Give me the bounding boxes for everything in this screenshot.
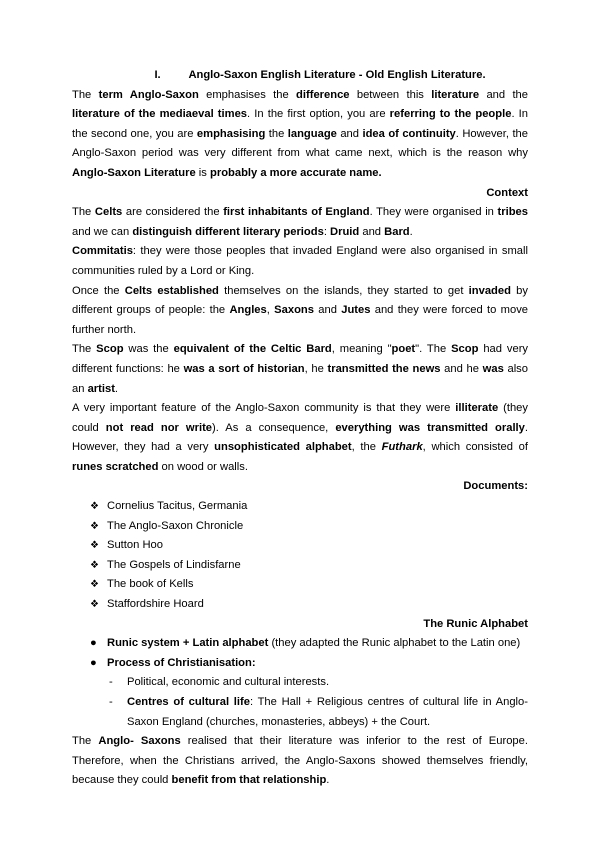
- intro-paragraph: [72, 86, 528, 184]
- document-item: ❖ Cornelius Tacitus, Germania: [90, 497, 528, 517]
- emphasis-text: Jutes: [341, 304, 371, 317]
- documents-heading: Documents:: [463, 480, 528, 493]
- emphasis-text: literature of the mediaeval times: [72, 108, 248, 121]
- text-run: A very important feature of the Anglo-Saxon community is that they were: [72, 402, 456, 415]
- emphasis-text: Celts: [94, 206, 123, 219]
- emphasis-text: runes scratched: [72, 460, 159, 473]
- document-item: ❖ The book of Kells: [90, 575, 528, 595]
- text-run: :: [323, 225, 331, 238]
- emphasis-text: illiterate: [455, 402, 499, 415]
- text-run: realised that their literature was inferior to the rest of Europe. Therefore, when the Christians arrived, the Anglo-Saxons showed themselves friendly, because they could: [72, 735, 528, 787]
- emphasis-text: invaded: [468, 284, 511, 297]
- text-run: was the: [123, 343, 174, 356]
- text-run: emphasises the: [198, 88, 297, 101]
- text-run: ,: [266, 304, 275, 317]
- emphasis-text: Centres of cultural life: [127, 696, 250, 708]
- text-run: , which consisted of: [422, 441, 528, 454]
- emphasis-text: first inhabitants of England: [223, 206, 370, 219]
- text-run: .: [409, 225, 413, 238]
- text-run: : The Hall + Religious centres of cultural life in Anglo-Saxon England (churches, monasteries, abbeys) + the Court.: [127, 696, 528, 728]
- text-run: The: [72, 88, 99, 101]
- text-run: The: [72, 343, 97, 356]
- context-paragraph: [72, 203, 528, 242]
- document-item: ❖ Staffordshire Hoard: [90, 595, 528, 615]
- text-run: : they were those peoples that invaded England were also organised in small communities ruled by a Lord or King.: [72, 245, 528, 277]
- emphasis-text: Anglo- Saxons: [98, 735, 181, 748]
- diamond-cross-icon: ❖: [90, 520, 99, 532]
- text-run: ". The: [415, 343, 452, 356]
- emphasis-text: idea of continuity: [362, 127, 456, 140]
- emphasis-text: was: [482, 362, 504, 375]
- text-run: The: [72, 735, 99, 748]
- text-run: Political, economic and cultural interests.: [127, 676, 330, 689]
- text-run: on wood or walls.: [158, 460, 248, 473]
- text-run: by different groups of people: the: [72, 284, 528, 317]
- emphasis-text: Runic system + Latin alphabet: [107, 637, 269, 650]
- text-run: themselves on the islands, they started to get: [218, 284, 469, 297]
- emphasis-text: literature: [431, 88, 480, 101]
- runic-list: [72, 634, 528, 673]
- closing-paragraph: [72, 732, 528, 791]
- emphasis-text: Scop: [451, 343, 479, 356]
- emphasis-text: equivalent of the Celtic Bard: [173, 343, 332, 356]
- document-item: ❖ The Anglo-Saxon Chronicle: [90, 517, 528, 537]
- emphasis-text: benefit from that relationship: [171, 774, 327, 787]
- emphasis-text: difference: [296, 88, 350, 101]
- dash-icon: -: [109, 676, 113, 689]
- emphasis-text: referring to the people: [389, 108, 512, 121]
- emphasis-text: Anglo-Saxon Literature: [72, 166, 196, 179]
- emphasis-text: was a sort of historian: [183, 362, 305, 375]
- emphasis-text: tribes: [497, 206, 528, 219]
- text-run: . In the second one, you are: [72, 108, 528, 140]
- emphasis-text: Scop: [96, 343, 124, 356]
- diamond-cross-icon: ❖: [90, 540, 99, 552]
- diamond-cross-icon: ❖: [90, 559, 99, 571]
- emphasis-text: Bard: [384, 225, 410, 238]
- text-run: . They were organised in: [369, 206, 498, 219]
- document-page: [72, 66, 528, 791]
- text-run: and: [336, 127, 363, 140]
- context-paragraph: [72, 340, 528, 399]
- emphasis-text: Process of Christianisation:: [107, 656, 256, 669]
- text-run: and they were forced to move further north.: [72, 304, 529, 336]
- text-run: . However, they had a very: [72, 421, 528, 454]
- text-run: The: [72, 206, 95, 219]
- section-number: I.: [154, 69, 161, 81]
- text-run: and: [359, 225, 385, 238]
- text-run: , meaning ": [331, 343, 392, 356]
- emphasis-text: Angles: [229, 304, 267, 317]
- emphasis-text: language: [287, 127, 337, 140]
- emphasis-text: everything was transmitted orally: [335, 421, 525, 434]
- text-run: (they could: [72, 402, 528, 434]
- text-run: . In the first option, you are: [247, 108, 390, 121]
- emphasis-text: probably a more accurate name.: [210, 166, 382, 179]
- text-run: had very different functions: he: [72, 343, 529, 375]
- christianisation-item: [109, 693, 528, 732]
- emphasis-text: distinguish different literary periods: [132, 225, 324, 238]
- text-run: and the: [479, 88, 528, 101]
- text-run: .: [114, 382, 119, 395]
- christianisation-list: [72, 673, 528, 732]
- filled-circle-icon: ●: [90, 637, 97, 650]
- context-paragraph: [72, 282, 528, 341]
- emphasis-text: not read nor write: [105, 421, 213, 434]
- diamond-cross-icon: ❖: [90, 579, 99, 591]
- text-run: are considered the: [122, 206, 224, 219]
- emphasis-text: Saxons: [274, 304, 314, 317]
- text-run: . However, the Anglo-Saxon period was very different from what came next, which is the reason why: [72, 127, 528, 160]
- text-run: and we can: [72, 225, 133, 238]
- text-run: the: [265, 127, 288, 140]
- text-run: (they adapted the Runic alphabet to the Latin one): [268, 637, 521, 650]
- filled-circle-icon: ●: [90, 656, 97, 669]
- document-item: ❖ The Gospels of Lindisfarne: [90, 556, 528, 576]
- text-run: .: [326, 774, 330, 787]
- text-run: and he: [440, 362, 483, 375]
- runic-alphabet-heading: The Runic Alphabet: [423, 617, 528, 630]
- text-run: , the: [351, 441, 382, 454]
- text-run: and: [313, 304, 342, 317]
- emphasis-text: term Anglo-Saxon: [98, 88, 199, 101]
- context-paragraph: [72, 242, 528, 281]
- section-title: Anglo-Saxon English Literature - Old English Literature.: [188, 69, 486, 81]
- christianisation-item: [109, 673, 528, 693]
- text-run: also an: [72, 362, 528, 395]
- emphasis-text: emphasising: [196, 127, 266, 140]
- context-heading: Context: [486, 186, 528, 199]
- runic-item: [90, 654, 528, 674]
- emphasis-text: Celts established: [124, 284, 219, 297]
- text-run: between this: [349, 88, 432, 101]
- document-item: ❖ Sutton Hoo: [90, 536, 528, 556]
- document-title: [72, 66, 528, 86]
- diamond-cross-icon: ❖: [90, 501, 99, 513]
- emphasis-text: Futhark: [381, 441, 423, 454]
- text-run: Once the: [72, 284, 125, 297]
- dash-icon: -: [109, 696, 113, 708]
- text-run: , he: [304, 362, 328, 375]
- emphasis-text: transmitted the news: [327, 362, 441, 375]
- emphasis-text: Druid: [330, 225, 360, 238]
- text-run: is: [195, 166, 210, 179]
- emphasis-text: poet: [391, 343, 416, 356]
- emphasis-text: Commitatis: [72, 245, 133, 258]
- emphasis-text: unsophisticated alphabet: [214, 441, 352, 454]
- text-run: ). As a consequence,: [212, 421, 336, 434]
- runic-item: [90, 634, 528, 654]
- diamond-cross-icon: ❖: [90, 599, 99, 611]
- emphasis-text: artist: [87, 382, 115, 395]
- context-paragraph: [72, 399, 528, 477]
- documents-list: [72, 497, 528, 615]
